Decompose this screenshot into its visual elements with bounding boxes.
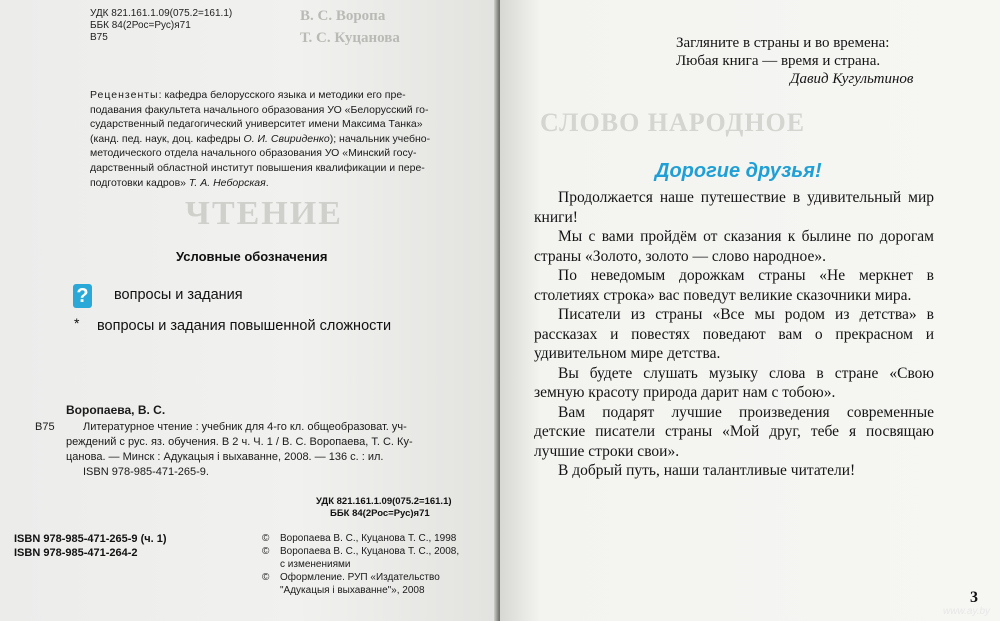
paragraph: Вам подарят лучшие произведения современные детские писатели страны «Мой друг, тебе я посвящаю лучшие строки свои». bbox=[534, 403, 934, 460]
udk-block bbox=[90, 8, 232, 44]
reviewers-text: (канд. пед. наук, доц. кафедры bbox=[90, 132, 244, 145]
epigraph-line: Загляните в страны и во времена: bbox=[676, 35, 890, 51]
epigraph-author: Давид Кугультинов bbox=[790, 71, 914, 87]
bbk-right: ББК 84(2Рос=Рус)я71 bbox=[330, 508, 430, 519]
copyright-icon: © bbox=[262, 572, 270, 583]
paragraph: Мы с вами пройдём от сказания к былине по дорогам страны «Золото, золото — слово народное». bbox=[534, 228, 934, 265]
copyright-line: "Адукацыя і выхаванне"», 2008 bbox=[280, 585, 425, 596]
catalog-author: Воропаева, В. С. bbox=[66, 403, 166, 417]
ghost-title: ЧТЕНИЕ bbox=[185, 195, 343, 232]
copyright-block bbox=[262, 532, 459, 597]
udk-right: УДК 821.161.1.09(075.2=161.1) bbox=[316, 496, 452, 507]
copyright-line: с изменениями bbox=[280, 559, 351, 570]
ghost-author-1: В. С. Воропа bbox=[300, 8, 386, 24]
page-number: 3 bbox=[970, 589, 978, 606]
paragraph: Писатели из страны «Все мы родом из детства» в рассказах и повестях поведают вам о прекрасном и удивительном мире детства. bbox=[534, 306, 934, 362]
epigraph-line: Любая книга — время и страна. bbox=[676, 53, 881, 69]
catalog-entry bbox=[66, 420, 413, 480]
isbn-block bbox=[14, 532, 167, 560]
paragraph: В добрый путь, наши талантливые читатели! bbox=[558, 462, 856, 479]
ghost-author-2: Т. С. Куцанова bbox=[300, 30, 400, 46]
reviewer-name: О. И. Свириденко bbox=[243, 132, 330, 145]
copyright-line: Воропаева В. С., Куцанова Т. С., 2008, bbox=[280, 546, 460, 557]
paragraph: По неведомым дорожкам страны «Не меркнет в столетиях строка» вас поведут великие сказочники мира. bbox=[534, 267, 934, 304]
isbn-set: ISBN 978-985-471-264-2 bbox=[14, 547, 138, 559]
paragraph: Вы будете слушать музыку слова в стране «Свою земную красоту природа дарит нам с тобою». bbox=[534, 364, 934, 401]
page-heading: Дорогие друзья! bbox=[655, 160, 822, 182]
copyright-icon: © bbox=[262, 546, 270, 557]
legend-title: Условные обозначения bbox=[176, 249, 328, 264]
reviewers-text: дарственный областной институт повышения квалификации и пере- bbox=[90, 161, 425, 174]
classification-code: В75 bbox=[90, 32, 108, 43]
right-page bbox=[500, 0, 1000, 621]
epigraph bbox=[676, 34, 913, 88]
reviewers-text: сударственный педагогический университет имени Максима Танка» bbox=[90, 118, 423, 131]
intro-text bbox=[534, 188, 934, 481]
legend-advanced-text: вопросы и задания повышенной сложности bbox=[97, 318, 392, 334]
catalog-isbn: ISBN 978-985-471-265-9. bbox=[83, 466, 209, 478]
catalog-line: цанова. — Минск : Адукацыя і выхаванне, 2008. — 136 с. : ил. bbox=[66, 451, 384, 463]
catalog-line: реждений с рус. яз. обучения. В 2 ч. Ч. 1 / В. С. Воропаева, Т. С. Ку- bbox=[66, 436, 413, 448]
copyright-line: Воропаева В. С., Куцанова Т. С., 1998 bbox=[280, 533, 457, 544]
ghost-heading: СЛОВО НАРОДНОЕ bbox=[540, 108, 806, 137]
copyright-icon: © bbox=[262, 533, 270, 544]
reviewers-block bbox=[90, 88, 470, 190]
reviewer-name: Т. А. Неборская bbox=[188, 176, 266, 189]
bbk-label: ББК 84(2Рос=Рус)я71 bbox=[90, 20, 191, 31]
isbn-part-1: ISBN 978-985-471-265-9 (ч. 1) bbox=[14, 533, 167, 545]
catalog-line: Литературное чтение : учебник для 4-го кл. общеобразоват. уч- bbox=[83, 421, 407, 433]
reviewers-text: ); начальник учебно- bbox=[329, 132, 431, 145]
paragraph: Продолжается наше путешествие в удивительный мир книги! bbox=[534, 189, 934, 226]
star-icon: * bbox=[74, 315, 80, 331]
udk-label: УДК 821.161.1.09(075.2=161.1) bbox=[90, 8, 233, 19]
reviewers-text: методического отдела начального образования УО «Минский госу- bbox=[90, 147, 417, 160]
reviewers-text: . bbox=[265, 176, 269, 189]
left-page bbox=[0, 0, 498, 621]
reviewers-text: подготовки кадров» bbox=[90, 176, 189, 189]
udk-right-block bbox=[316, 496, 452, 520]
watermark: www.ay.by bbox=[943, 606, 991, 617]
catalog-code: В75 bbox=[35, 421, 55, 433]
reviewers-label: Рецензенты bbox=[90, 89, 159, 101]
question-icon: ? bbox=[73, 284, 92, 308]
reviewers-text: подавания факультета начального образования УО «Белорусский го- bbox=[90, 103, 429, 116]
copyright-line: Оформление. РУП «Издательство bbox=[280, 572, 440, 583]
legend-questions-text: вопросы и задания bbox=[114, 287, 243, 303]
reviewers-text: : кафедра белорусского языка и методики его пре- bbox=[158, 89, 406, 101]
